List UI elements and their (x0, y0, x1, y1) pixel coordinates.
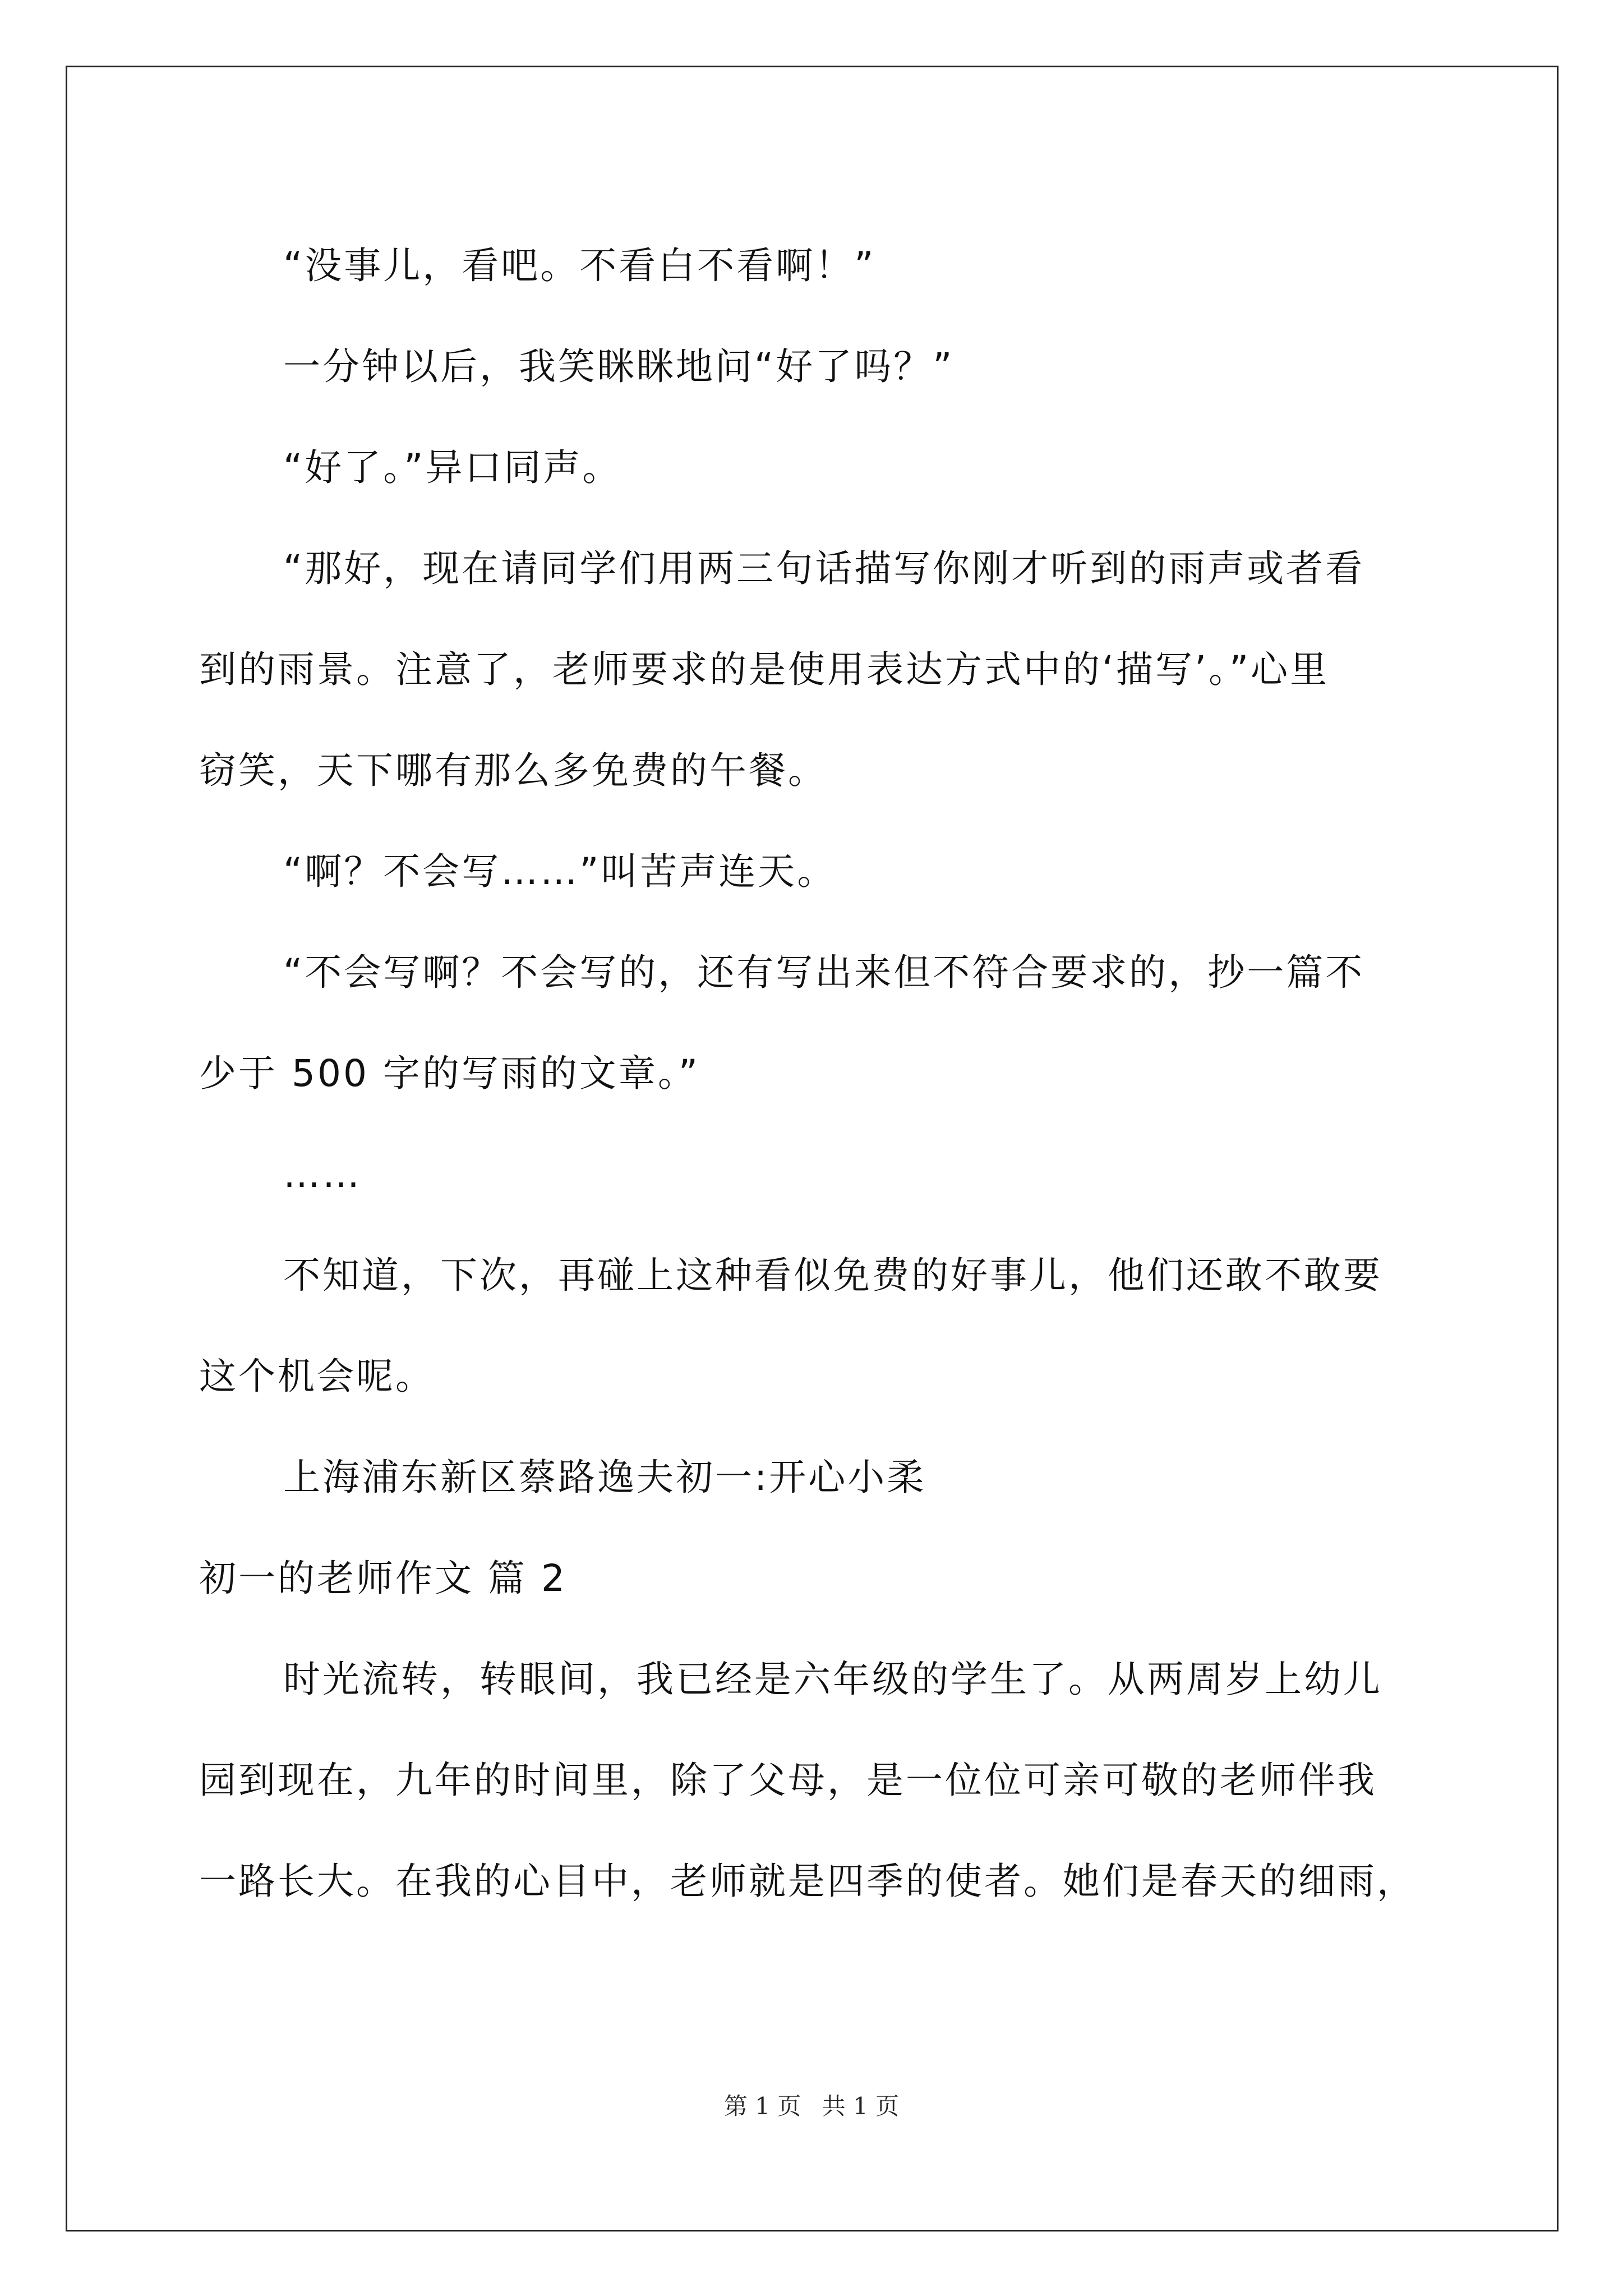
paragraph-line: 这个机会呢。 (199, 1355, 435, 1398)
paragraph-line: 少于 500 字的写雨的文章。” (199, 1052, 700, 1095)
paragraph-line: “不会写啊？不会写的，还有写出来但不符合要求的，抄一篇不 (283, 951, 1365, 994)
paragraph-line: “那好，现在请同学们用两三句话描写你刚才听到的雨声或者看 (283, 547, 1365, 590)
paragraph-line: 窃笑，天下哪有那么多免费的午餐。 (199, 749, 827, 792)
paragraph-line: 不知道，下次，再碰上这种看似免费的好事儿，他们还敢不敢要 (283, 1254, 1382, 1297)
document-body (199, 215, 1433, 1932)
page-footer (0, 2088, 1623, 2122)
paragraph-line: 时光流转，转眼间，我已经是六年级的学生了。从两周岁上幼儿 (283, 1658, 1382, 1701)
section-heading: 初一的老师作文 篇 2 (199, 1557, 567, 1600)
paragraph-line: “没事儿，看吧。不看白不看啊！” (283, 244, 876, 287)
paragraph-line: “好了。”异口同声。 (283, 446, 622, 489)
paragraph-line: 到的雨景。注意了，老师要求的是使用表达方式中的‘描写’。”心里 (199, 648, 1330, 691)
page-total: 共 1 页 (822, 2092, 900, 2120)
page-number: 第 1 页 (723, 2092, 801, 2120)
paragraph-line: 园到现在，九年的时间里，除了父母，是一位位可亲可敬的老师伴我 (199, 1759, 1377, 1802)
ellipsis-line: …… (283, 1153, 362, 1196)
paragraph-line: 一路长大。在我的心目中，老师就是四季的使者。她们是春天的细雨， (199, 1860, 1416, 1903)
author-signature: 上海浦东新区蔡路逸夫初一:开心小柔 (283, 1456, 926, 1499)
paragraph-line: 一分钟以后，我笑眯眯地问“好了吗？” (283, 345, 955, 388)
paragraph-line: “啊？不会写……”叫苦声连天。 (283, 850, 837, 893)
